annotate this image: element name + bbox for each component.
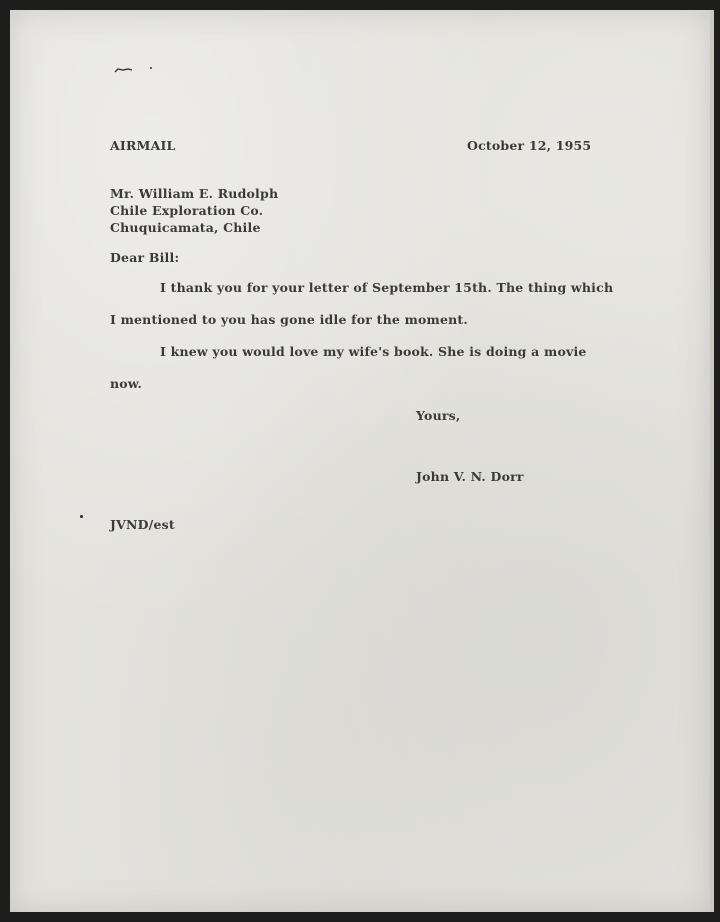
letter-date: October 12, 1955 — [467, 138, 592, 153]
signature-name: John V. N. Dorr — [416, 469, 524, 484]
body-paragraph-2-line-2: now. — [110, 376, 143, 391]
reference-initials: JVND/est — [110, 517, 175, 532]
recipient-company: Chile Exploration Co. — [110, 203, 264, 218]
letter-page — [10, 10, 714, 912]
body-paragraph-1-line-1: I thank you for your letter of September 15th. The thing which — [160, 280, 614, 295]
recipient-name: Mr. William E. Rudolph — [110, 186, 279, 201]
pen-mark — [114, 66, 154, 74]
recipient-location: Chuquicamata, Chile — [110, 220, 261, 235]
salutation: Dear Bill: — [110, 250, 180, 265]
closing: Yours, — [416, 408, 461, 423]
airmail-label: AIRMAIL — [110, 138, 176, 153]
body-paragraph-2-line-1: I knew you would love my wife's book. She is doing a movie — [160, 344, 587, 359]
ink-speck — [80, 515, 83, 518]
body-paragraph-1-line-2: I mentioned to you has gone idle for the moment. — [110, 312, 468, 327]
